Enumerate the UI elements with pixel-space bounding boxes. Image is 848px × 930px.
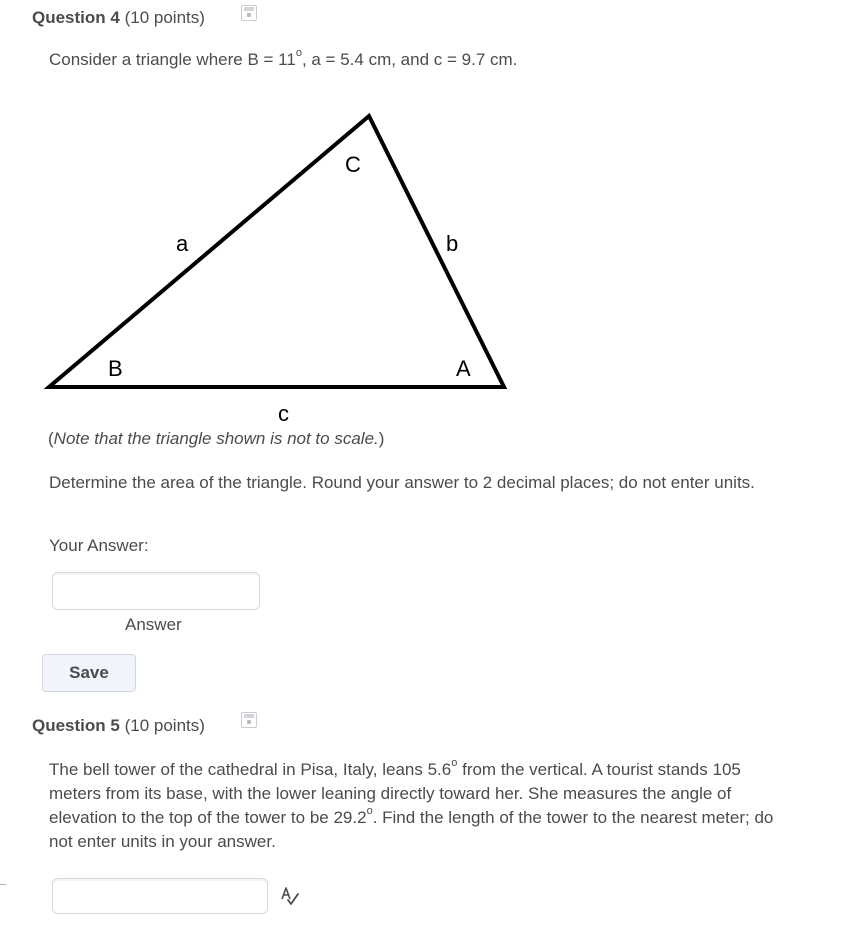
scale-note: (Note that the triangle shown is not to scale.) (48, 429, 385, 448)
side-label-b: b (446, 231, 459, 256)
triangle-diagram (0, 0, 848, 430)
question-5-points: (10 points) (124, 716, 205, 735)
answer-caption: Answer (125, 615, 182, 634)
spellcheck-icon[interactable] (280, 886, 300, 906)
question-5-header (32, 716, 205, 736)
vertex-label-b: B (108, 356, 123, 381)
triangle-shape (49, 116, 504, 387)
question-4-title: Question 4 (32, 8, 120, 27)
side-label-c: c (278, 401, 289, 426)
left-edge-marker (0, 884, 6, 885)
vertex-label-c: C (345, 152, 361, 177)
your-answer-label: Your Answer: (49, 536, 149, 555)
question-5-text: The bell tower of the cathedral in Pisa, Italy, leans 5.6$^o$ from the vertical. A tourist stands 105 meters from its base, with the lower leaning directly toward her. She measures the angle of elevation to the top of the tower to be 29.2$^o$. Find the length of the tower to the nearest meter; do not enter units in your answer. (49, 757, 774, 851)
question-4-task: Determine the area of the triangle. Round your answer to 2 decimal places; do not enter units. (49, 473, 755, 492)
question-4-points: (10 points) (124, 8, 205, 27)
question-5-title: Question 5 (32, 716, 120, 735)
save-button[interactable]: Save (42, 654, 136, 692)
save-status-icon (241, 712, 257, 728)
vertex-label-a: A (456, 356, 471, 381)
question-4-answer-input[interactable] (52, 572, 260, 610)
side-label-a: a (176, 231, 189, 256)
question-4-intro: Consider a triangle where $B = 11^o$, a = 5.4 cm, and c = 9.7 cm. (49, 47, 518, 69)
question-5-answer-input[interactable] (52, 878, 268, 914)
